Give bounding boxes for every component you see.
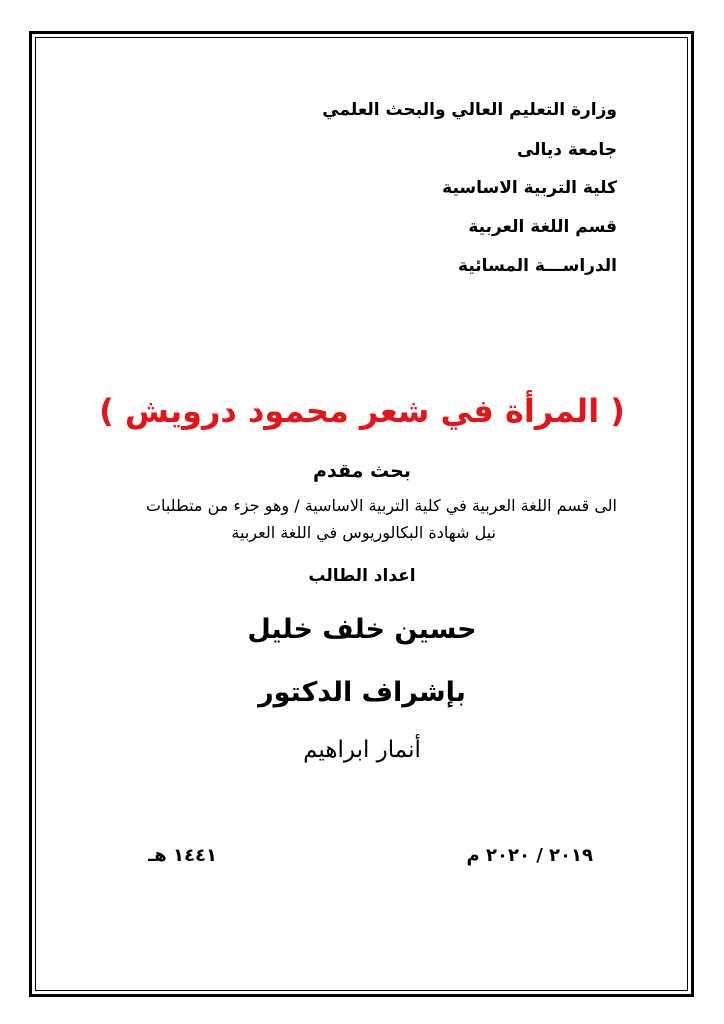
research-title: ( المرأة في شعر محمود درويش ) xyxy=(99,392,625,430)
department-name: قسم اللغة العربية xyxy=(468,217,617,237)
research-subtitle: بحث مقدم xyxy=(313,460,411,482)
college-name: كلية التربية الاساسية xyxy=(442,178,617,198)
description-line-1: الى قسم اللغة العربية في كلية التربية الاساسية / وهو جزء من متطلبات xyxy=(145,496,617,515)
ministry-name: وزارة التعليم العالي والبحث العلمي xyxy=(322,100,617,120)
student-name: حسين خلف خليل xyxy=(247,614,477,645)
gregorian-year: ٢٠١٩ / ٢٠٢٠ م xyxy=(466,845,593,866)
hijri-year: ١٤٤١ هـ xyxy=(148,845,217,866)
description-line-2: نيل شهادة البكالوريوس في اللغة العربية xyxy=(231,523,496,542)
supervision-label: بإشراف الدكتور xyxy=(258,677,466,708)
supervisor-name: أنمار ابراهيم xyxy=(303,737,421,763)
study-type: الدراســـة المسائية xyxy=(458,256,617,276)
prepared-by-label: اعداد الطالب xyxy=(308,566,416,586)
university-name: جامعة ديالى xyxy=(516,140,617,160)
